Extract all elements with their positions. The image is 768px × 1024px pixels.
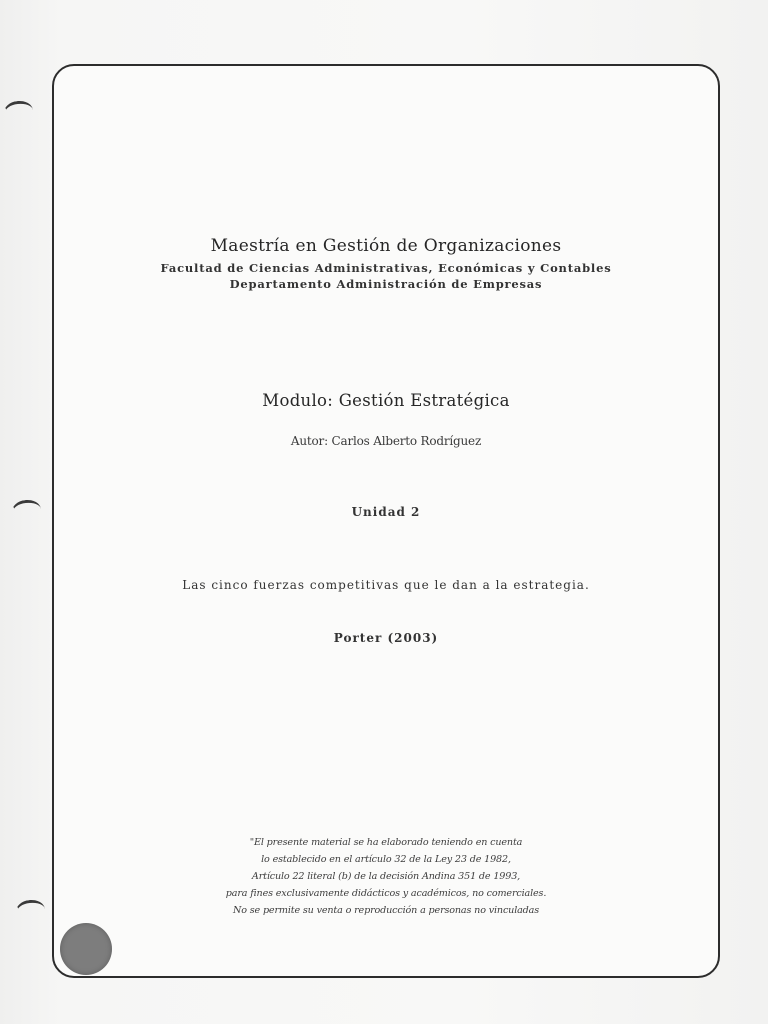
module-title: Modulo: Gestión Estratégica bbox=[262, 391, 510, 410]
program-title: Maestría en Gestión de Organizaciones bbox=[210, 236, 562, 256]
notice-line: "El presente material se ha elaborado teniendo en cuenta bbox=[249, 837, 523, 848]
notice-line: lo establecido en el artículo 32 de la Ley 23 de 1982, bbox=[261, 854, 511, 865]
notice-line: para fines exclusivamente didácticos y académicos, no comerciales. bbox=[225, 888, 547, 899]
notice-line: No se permite su venta o reproducción a personas no vinculadas bbox=[232, 905, 540, 916]
copyright-notice bbox=[52, 834, 720, 919]
topic-title: Las cinco fuerzas competitivas que le dan a la estrategia. bbox=[182, 578, 590, 592]
unit-label: Unidad 2 bbox=[351, 505, 421, 519]
notice-line: Artículo 22 literal (b) de la decisión Andina 351 de 1993, bbox=[251, 871, 521, 882]
department-name: Departamento Administración de Empresas bbox=[229, 277, 543, 291]
punch-hole bbox=[60, 923, 112, 975]
reference-citation: Porter (2003) bbox=[333, 631, 439, 645]
faculty-name: Facultad de Ciencias Administrativas, Económicas y Contables bbox=[160, 261, 612, 275]
author-line: Autor: Carlos Alberto Rodríguez bbox=[290, 434, 482, 448]
